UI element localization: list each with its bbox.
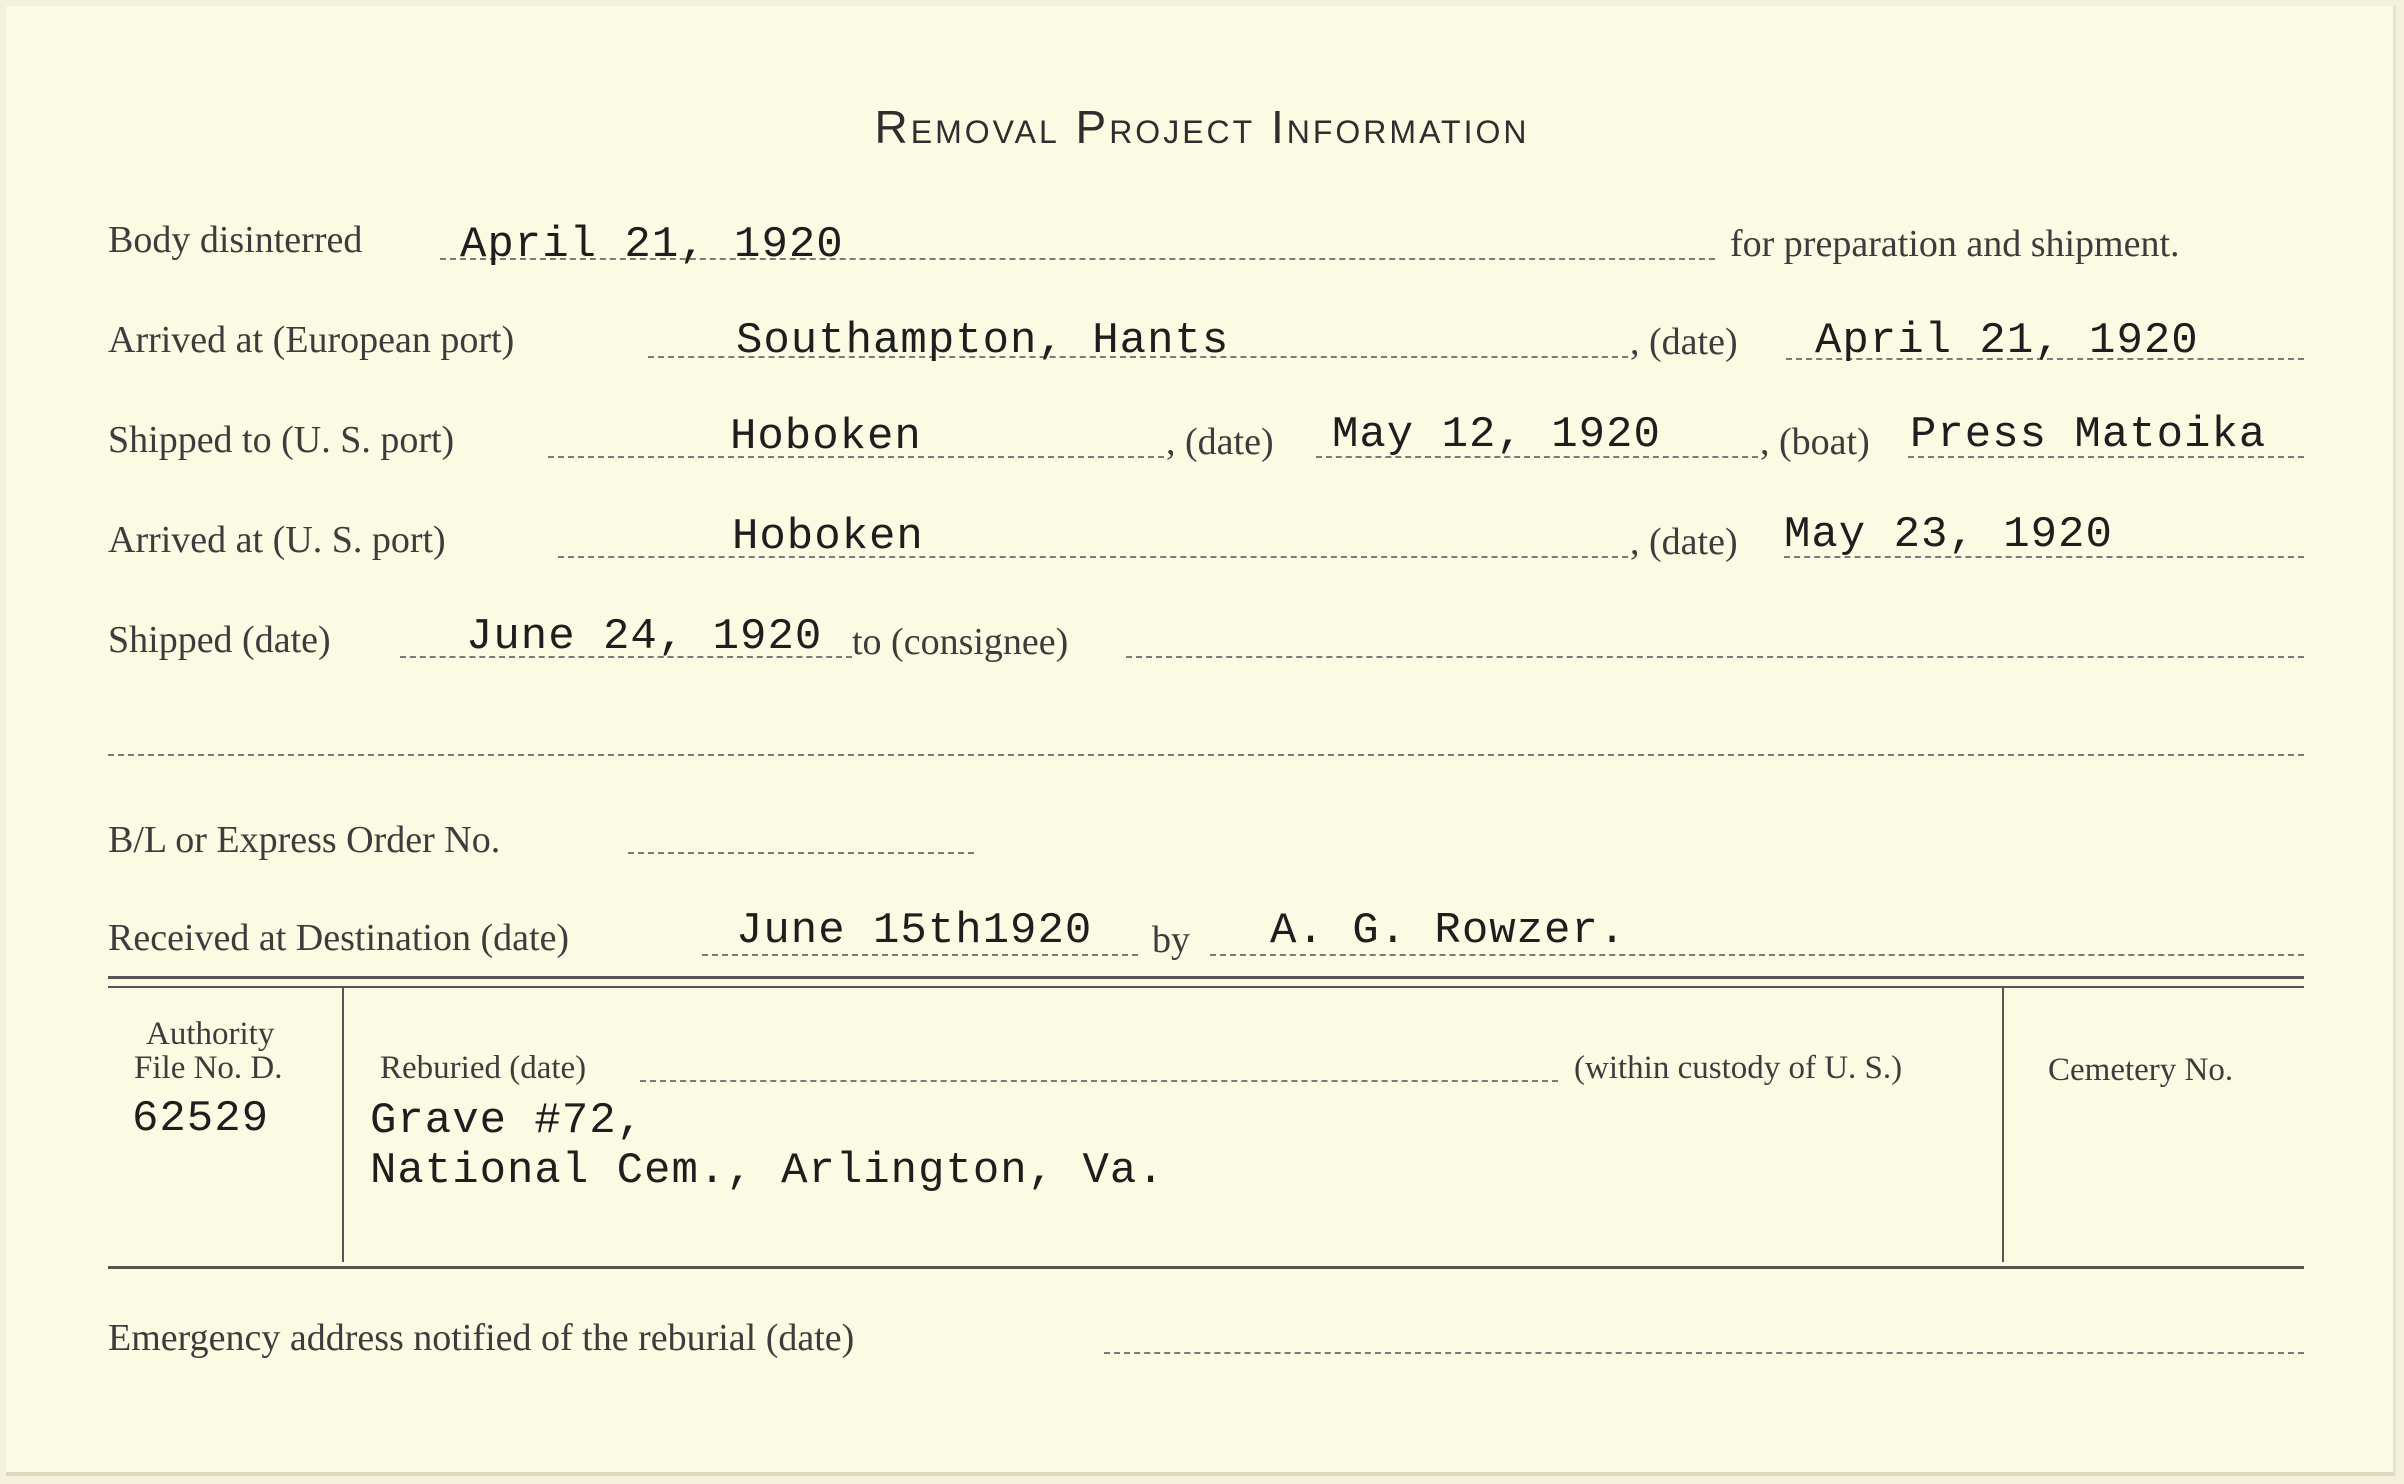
us-port-arrived-line bbox=[558, 556, 1628, 558]
reburied-date-line bbox=[640, 1080, 1558, 1082]
shipped-date-value: June 24, 1920 bbox=[466, 612, 823, 662]
us-port-shipped-value: Hoboken bbox=[730, 412, 922, 462]
body-disinterred-label: Body disinterred bbox=[108, 219, 363, 261]
file-no-value: 62529 bbox=[132, 1094, 270, 1144]
table-divider-right bbox=[2002, 988, 2004, 1262]
table-bottom-rule bbox=[108, 1266, 2304, 1269]
file-no-label: File No. D. bbox=[134, 1050, 283, 1086]
custody-label: (within custody of U. S.) bbox=[1574, 1050, 1903, 1086]
emergency-address-line bbox=[1104, 1352, 2304, 1354]
boat-value: Press Matoika bbox=[1910, 410, 2267, 460]
table-top-rule-2 bbox=[108, 986, 2304, 988]
us-port-shipped-label: Shipped to (U. S. port) bbox=[108, 419, 455, 461]
reburied-date-label: Reburied (date) bbox=[380, 1050, 587, 1086]
received-destination-label: Received at Destination (date) bbox=[108, 917, 570, 959]
us-port-arrived-label: Arrived at (U. S. port) bbox=[108, 519, 446, 561]
european-port-label: Arrived at (European port) bbox=[108, 319, 515, 361]
shipped-date-label: Shipped (date) bbox=[108, 619, 331, 661]
european-arrival-date-label: , (date) bbox=[1630, 321, 1738, 363]
cemetery-no-label: Cemetery No. bbox=[2048, 1052, 2234, 1088]
bl-order-line bbox=[628, 852, 974, 854]
us-arrival-date-value: May 23, 1920 bbox=[1784, 510, 2113, 560]
shipment-suffix-label: for preparation and shipment. bbox=[1730, 223, 2180, 265]
table-divider-left bbox=[342, 988, 344, 1262]
consignee-line bbox=[1126, 656, 2304, 658]
card-title: Removal Project Information bbox=[874, 101, 1530, 153]
consignee-continuation-line bbox=[108, 754, 2304, 756]
table-top-rule bbox=[108, 976, 2304, 979]
received-by-label: by bbox=[1152, 919, 1190, 961]
bl-order-label: B/L or Express Order No. bbox=[108, 819, 501, 861]
reburial-location-line2: National Cem., Arlington, Va. bbox=[370, 1146, 1165, 1196]
european-port-value: Southampton, Hants bbox=[736, 316, 1230, 366]
consignee-label: to (consignee) bbox=[852, 621, 1069, 663]
received-date-value: June 15th1920 bbox=[736, 906, 1093, 956]
us-port-arrived-value: Hoboken bbox=[732, 512, 924, 562]
authority-label: Authority bbox=[146, 1016, 275, 1052]
reburial-location-line1: Grave #72, bbox=[370, 1096, 645, 1146]
us-ship-date-label: , (date) bbox=[1166, 421, 1274, 463]
body-disinterred-value: April 21, 1920 bbox=[460, 220, 844, 270]
us-ship-date-value: May 12, 1920 bbox=[1332, 410, 1661, 460]
us-arrival-date-label: , (date) bbox=[1630, 521, 1738, 563]
european-arrival-date-value: April 21, 1920 bbox=[1815, 316, 2199, 366]
emergency-address-label: Emergency address notified of the reburial (date) bbox=[108, 1317, 855, 1359]
boat-label: , (boat) bbox=[1760, 421, 1870, 463]
received-by-value: A. G. Rowzer. bbox=[1270, 906, 1627, 956]
